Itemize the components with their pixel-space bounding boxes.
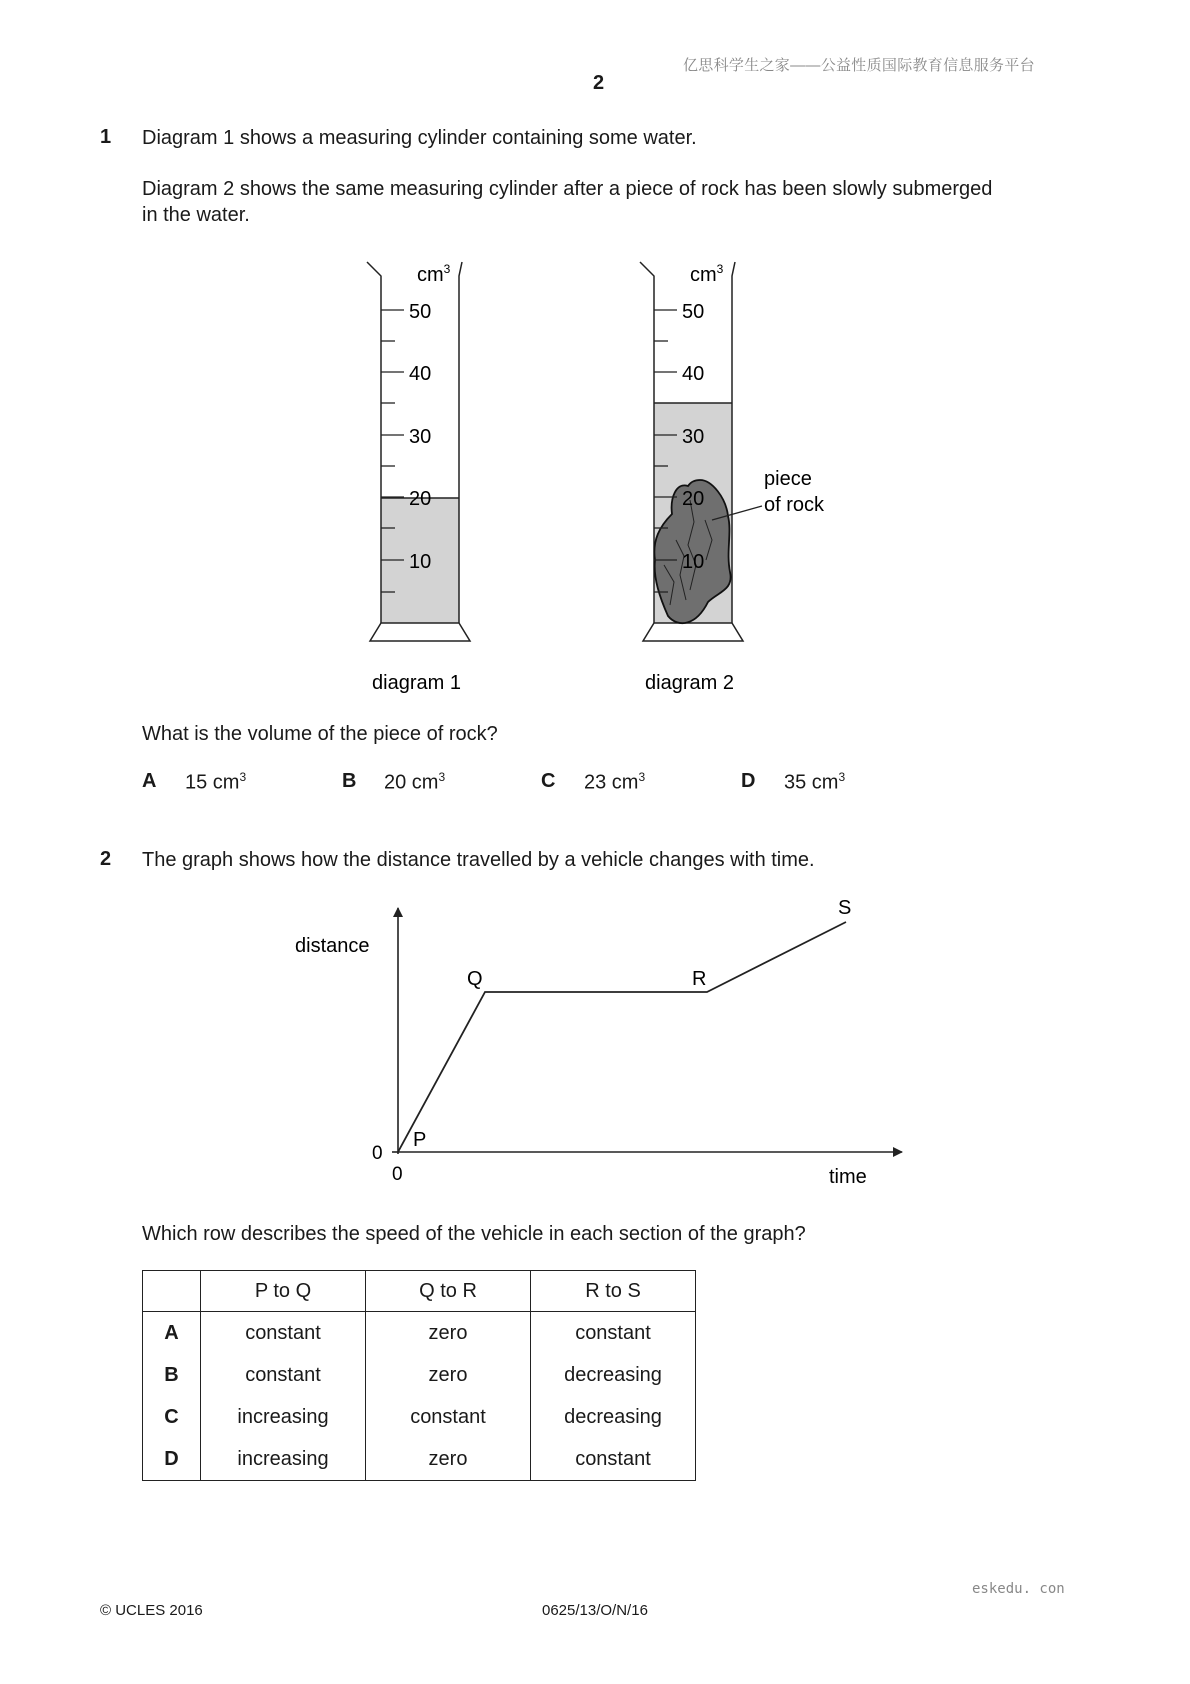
y-origin-label: 0: [372, 1143, 383, 1164]
table-cell: increasing: [201, 1438, 366, 1481]
question-1-prompt: What is the volume of the piece of rock?: [142, 723, 498, 745]
point-s-label: S: [838, 897, 852, 919]
diagram-1-tick-40: 40: [409, 363, 432, 385]
table-header-cell: [143, 1271, 201, 1312]
answer-table: [142, 1270, 696, 1481]
diagram-2-tick-10: 10: [682, 551, 705, 573]
diagram-1-tick-20: 20: [409, 488, 432, 510]
table-cell: decreasing: [531, 1354, 696, 1396]
option-b-letter[interactable]: B: [342, 770, 357, 792]
table-row[interactable]: [143, 1312, 696, 1355]
table-row[interactable]: [143, 1438, 696, 1481]
row-label: D: [143, 1438, 201, 1481]
option-a-letter[interactable]: A: [142, 770, 157, 792]
point-q-label: Q: [467, 968, 483, 990]
diagram-1-tick-30: 30: [409, 426, 432, 448]
diagram-2-tick-30: 30: [682, 426, 705, 448]
x-axis-label: time: [829, 1166, 867, 1188]
page-number: 2: [593, 72, 605, 94]
question-2-number: 2: [100, 848, 112, 870]
table-cell: zero: [366, 1438, 531, 1481]
table-cell: zero: [366, 1312, 531, 1355]
table-cell: increasing: [201, 1396, 366, 1438]
diagram-2-tick-20: 20: [682, 488, 705, 510]
watermark-top: 亿思科学生之家——公益性质国际教育信息服务平台: [683, 57, 1035, 74]
table-cell: constant: [531, 1312, 696, 1355]
footer-copyright: © UCLES 2016: [100, 1602, 203, 1619]
question-2-text: The graph shows how the distance travelled by a vehicle changes with time.: [142, 849, 815, 871]
point-p-label: P: [413, 1129, 427, 1151]
option-a-value[interactable]: 15 $cm^3$: [185, 770, 247, 794]
option-b-value[interactable]: 20 $cm^3$: [384, 770, 446, 794]
question-1-line2b: in the water.: [142, 204, 250, 226]
table-row[interactable]: [143, 1396, 696, 1438]
option-d-value[interactable]: 35 $cm^3$: [784, 770, 846, 794]
option-c-value[interactable]: 23 $cm^3$: [584, 770, 646, 794]
table-cell: constant: [201, 1312, 366, 1355]
question-2-prompt: Which row describes the speed of the vehicle in each section of the graph?: [142, 1223, 806, 1245]
table-cell: decreasing: [531, 1396, 696, 1438]
option-c-letter[interactable]: C: [541, 770, 556, 792]
table-header-cell: P to Q: [201, 1271, 366, 1312]
option-d-letter[interactable]: D: [741, 770, 756, 792]
row-label: B: [143, 1354, 201, 1396]
diagram-1-unit: $cm^3$: [417, 262, 451, 286]
diagram-2-tick-50: 50: [682, 301, 705, 323]
question-1-line2a: Diagram 2 shows the same measuring cylinder after a piece of rock has been slowly submerged: [142, 178, 993, 200]
table-cell: zero: [366, 1354, 531, 1396]
table-cell: constant: [366, 1396, 531, 1438]
point-r-label: R: [692, 968, 707, 990]
row-label: A: [143, 1312, 201, 1355]
diagram-2-caption: diagram 2: [645, 672, 734, 694]
table-row[interactable]: [143, 1354, 696, 1396]
table-cell: constant: [531, 1438, 696, 1481]
question-1-number: 1: [100, 126, 112, 148]
table-cell: constant: [201, 1354, 366, 1396]
table-header-cell: R to S: [531, 1271, 696, 1312]
rock-label-line1: piece: [764, 468, 812, 490]
question-1-line1: Diagram 1 shows a measuring cylinder containing some water.: [142, 127, 697, 149]
table-header-cell: Q to R: [366, 1271, 531, 1312]
watermark-bottom: eskedu. con: [972, 1581, 1065, 1597]
y-axis-label: distance: [295, 935, 370, 957]
row-label: C: [143, 1396, 201, 1438]
table-header-row: [143, 1271, 696, 1312]
diagram-1-tick-50: 50: [409, 301, 432, 323]
x-origin-label: 0: [392, 1164, 403, 1185]
distance-time-line: [398, 922, 846, 1152]
diagram-2-unit: $cm^3$: [690, 262, 724, 286]
rock-label-line2: of rock: [764, 494, 825, 516]
diagram-1-tick-10: 10: [409, 551, 432, 573]
diagram-1-caption: diagram 1: [372, 672, 461, 694]
diagram-2-tick-40: 40: [682, 363, 705, 385]
footer-code: 0625/13/O/N/16: [542, 1602, 648, 1619]
